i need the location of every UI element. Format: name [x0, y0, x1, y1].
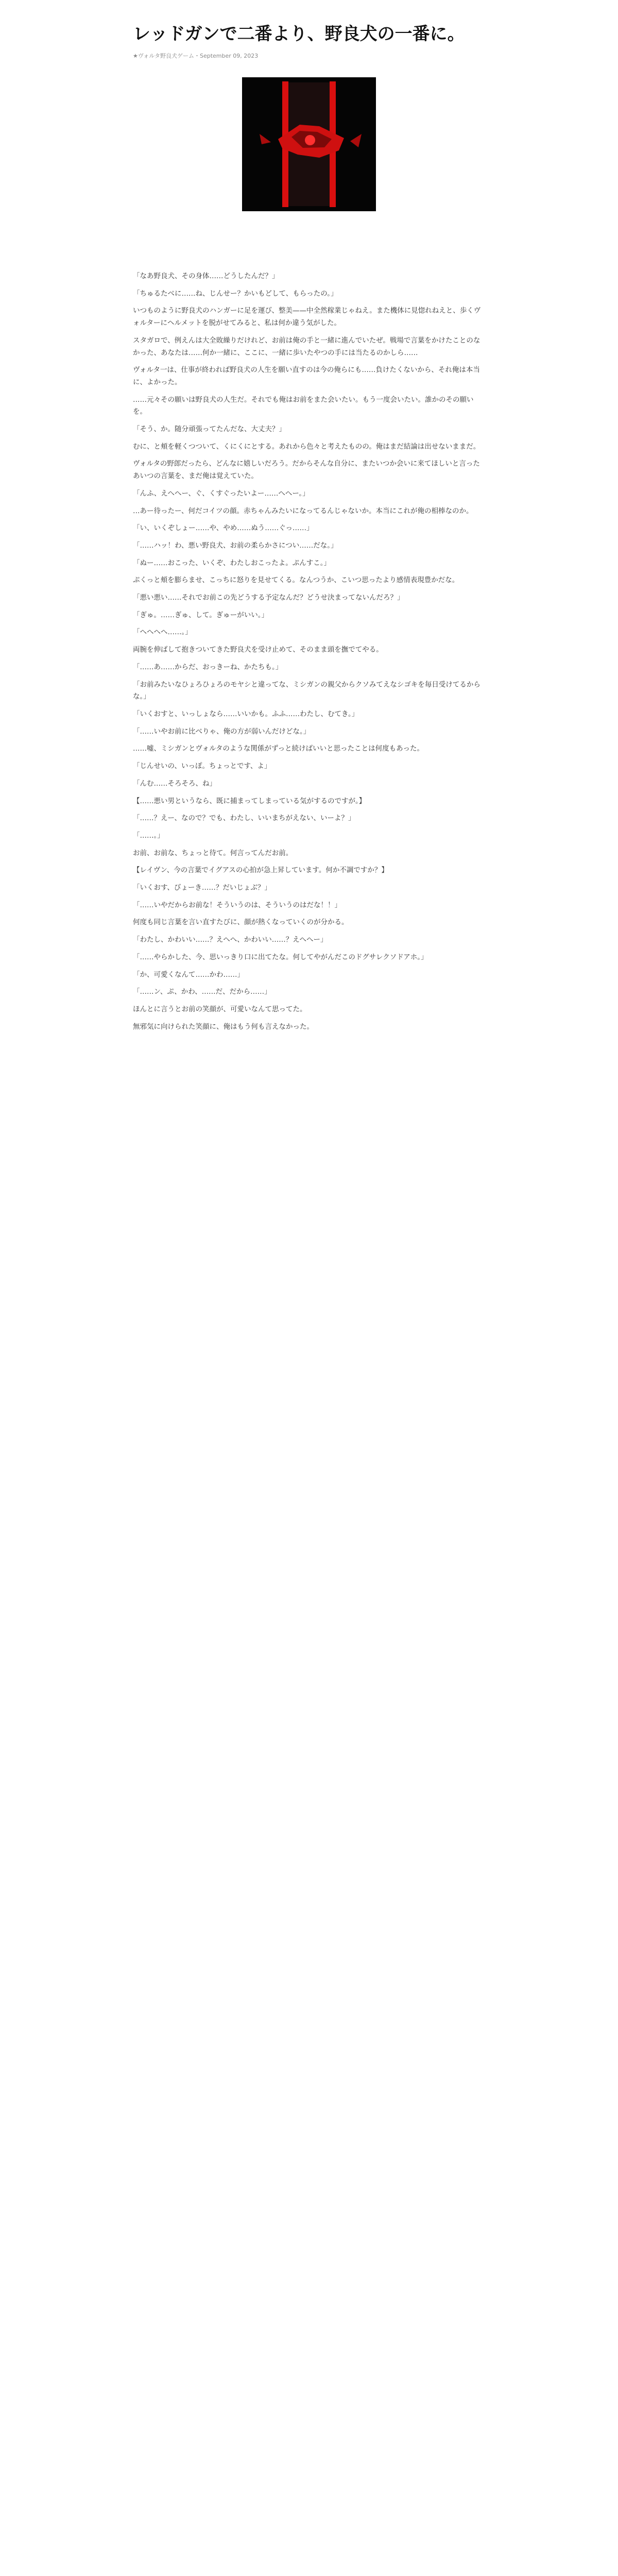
article-paragraph: 「……あ……からだ、おっきーね、かたちも。」	[133, 663, 283, 671]
article-paragraph: 「んふ、えへへー、ぐ、くすぐったいよー……へへー。」	[133, 489, 310, 498]
red-emblem-art	[242, 77, 376, 211]
article-paragraph: 【レイヴン、今の言葉でイグアスの心拍が急上昇しています。何か不調ですか？】	[133, 866, 388, 875]
article-paragraph: 「か、可愛くなんて……かわ……」	[133, 970, 244, 979]
article-title: レッドガンで二番より、野良犬の一番に。	[133, 24, 465, 44]
article-paragraph: 何度も同じ言葉を言い直すたびに、顔が熱くなっていくのが分かる。	[133, 918, 349, 927]
article-paragraph: ぷくっと頬を膨らませ、こっちに怒りを見せてくる。なんつうか、こいつ思ったより感情表現豊かだな。	[133, 576, 459, 585]
hero-image	[242, 77, 376, 211]
article-paragraph: 「そう、か。随分頑張ってたんだな、大丈夫？」	[133, 425, 286, 434]
article-paragraph: お前、お前な、ちょっと待て。何言ってんだお前。	[133, 849, 293, 857]
article-paragraph: 「ぬー……おこった、いくぞ、わたしおこったよ。ぷんすこ。」	[133, 558, 331, 567]
article-paragraph: ……元々その願いは野良犬の人生だ。それでも俺はお前をまた会いたい。もう一度会いたい。誰かのその願いを。	[133, 395, 474, 416]
article-paragraph: 「んむ……そろそろ、ね」	[133, 779, 216, 788]
article-body	[133, 270, 485, 2576]
article-paragraph: 「わたし、かわいい……？えへへ、かわいい……？えへへー」	[133, 936, 328, 944]
article-paragraph: 「じんせいの、いっぽ。ちょっとです、よ」	[133, 762, 271, 771]
article-paragraph: いつものように野良犬のハンガーに足を運び、整美——中全然稼業じゃねえ。また機体に見惚れねえと、歩くヴォルターにヘルメットを脱がせてみると、私は何か違う気がした。	[133, 307, 481, 328]
article-paragraph: ヴォルタの野郎だったら、どんなに嬉しいだろう。だからそんな自分に、またいつか会いに来てほしいと言ったあいつの言葉を、まだ俺は覚えていた。	[133, 460, 480, 481]
article-paragraph: ……嘘、ミシガンとヴォルタのような関係がずっと続けばいいと思ったことは何度もあった。	[133, 744, 424, 753]
article-paragraph: スタガロで、例えんは大全敗繰りだけれど、お前は俺の手と一緒に進んでいたぜ。戦場で言葉をかけたことのなかった、あなたは……何か一緒に、ここに、一緒に歩いたやつの手には当たるのかしら……	[133, 336, 480, 357]
article-paragraph: 「……。」	[133, 831, 164, 840]
article-paragraph: 「いくおすと、いっしょなら……いいかも。ふふ……わたし、むてき。」	[133, 709, 359, 718]
article-paragraph: 無邪気に向けられた笑顔に、俺はもう何も言えなかった。	[133, 1022, 314, 1031]
article-paragraph: 「……ハッ！わ、悪い野良犬、お前の柔らかさについ……だな。」	[133, 541, 338, 550]
article-paragraph: 両腕を伸ばして抱きついてきた野良犬を受け止めて、そのまま頭を撫でてやる。	[133, 646, 383, 654]
article-paragraph: むに、と頬を軽くつついて、くにくにとする。あれから色々と考えたものの。俺はまだ結論は出せないままだ。	[133, 442, 480, 451]
article-paragraph: ヴォルタ一は、仕事が終われば野良犬の人生を願い直すのは今の俺らにも……負けたくないから、それ俺は本当に、よかった。	[133, 366, 480, 386]
article-paragraph: ほんとに言うとお前の笑顔が、可愛いなんて思ってた。	[133, 1005, 307, 1013]
article-paragraph: 「いくおす、びょーき……？だいじょぶ？」	[133, 884, 271, 892]
article-paragraph: 「ちゅるたべに……ね、じんせー？かいもどして、もらったの。」	[133, 289, 338, 298]
article-paragraph: 「……やらかした、今、思いっきり口に出てたな。何してやがんだこのドグサレクソドアホ。」	[133, 953, 428, 961]
article-paragraph: 「……いやだからお前な！そういうのは、そういうのはだな！！」	[133, 901, 341, 909]
article-paragraph: 「……ン、ぷ、かわ、……だ、だから……」	[133, 988, 271, 996]
article-paragraph: 「ぎゅ。……ぎゅ、して。ぎゅーがいい。」	[133, 611, 268, 619]
article-paragraph: 「……？えー、なので？でも、わたし、いいまちがえない、いーよ？」	[133, 814, 355, 823]
article-paragraph: 「悪い悪い……それでお前この先どうする予定なんだ？どうせ決まってないんだろ？」	[133, 594, 404, 602]
article-paragraph: 「お前みたいなひょろひょろのモヤシと違ってな、ミシガンの親父からクソみてえなシゴキを毎日受けてるからな。」	[133, 680, 480, 701]
article-paragraph: 「へへへへ……。」	[133, 628, 192, 637]
article-paragraph: …あー待ったー、何だコイツの顔。赤ちゃんみたいになってるんじゃないか。本当にこれが俺の相棒なのか。	[133, 506, 473, 515]
article-paragraph: 「なあ野良犬、その身体……どうしたんだ？」	[133, 272, 279, 280]
article-paragraph: 「い、いくぞしょー……や、やめ……ぬう……ぐっ……」	[133, 524, 314, 533]
article-paragraph: 【……悪い男というなら、既に捕まってしまっている気がするのですが。】	[133, 796, 366, 805]
article-paragraph: 「……いやお前に比べりゃ、俺の方が弱いんだけどな。」	[133, 727, 311, 736]
article-meta: ★ヴォルタ野良犬ゲーム・September 09, 2023	[133, 53, 259, 59]
